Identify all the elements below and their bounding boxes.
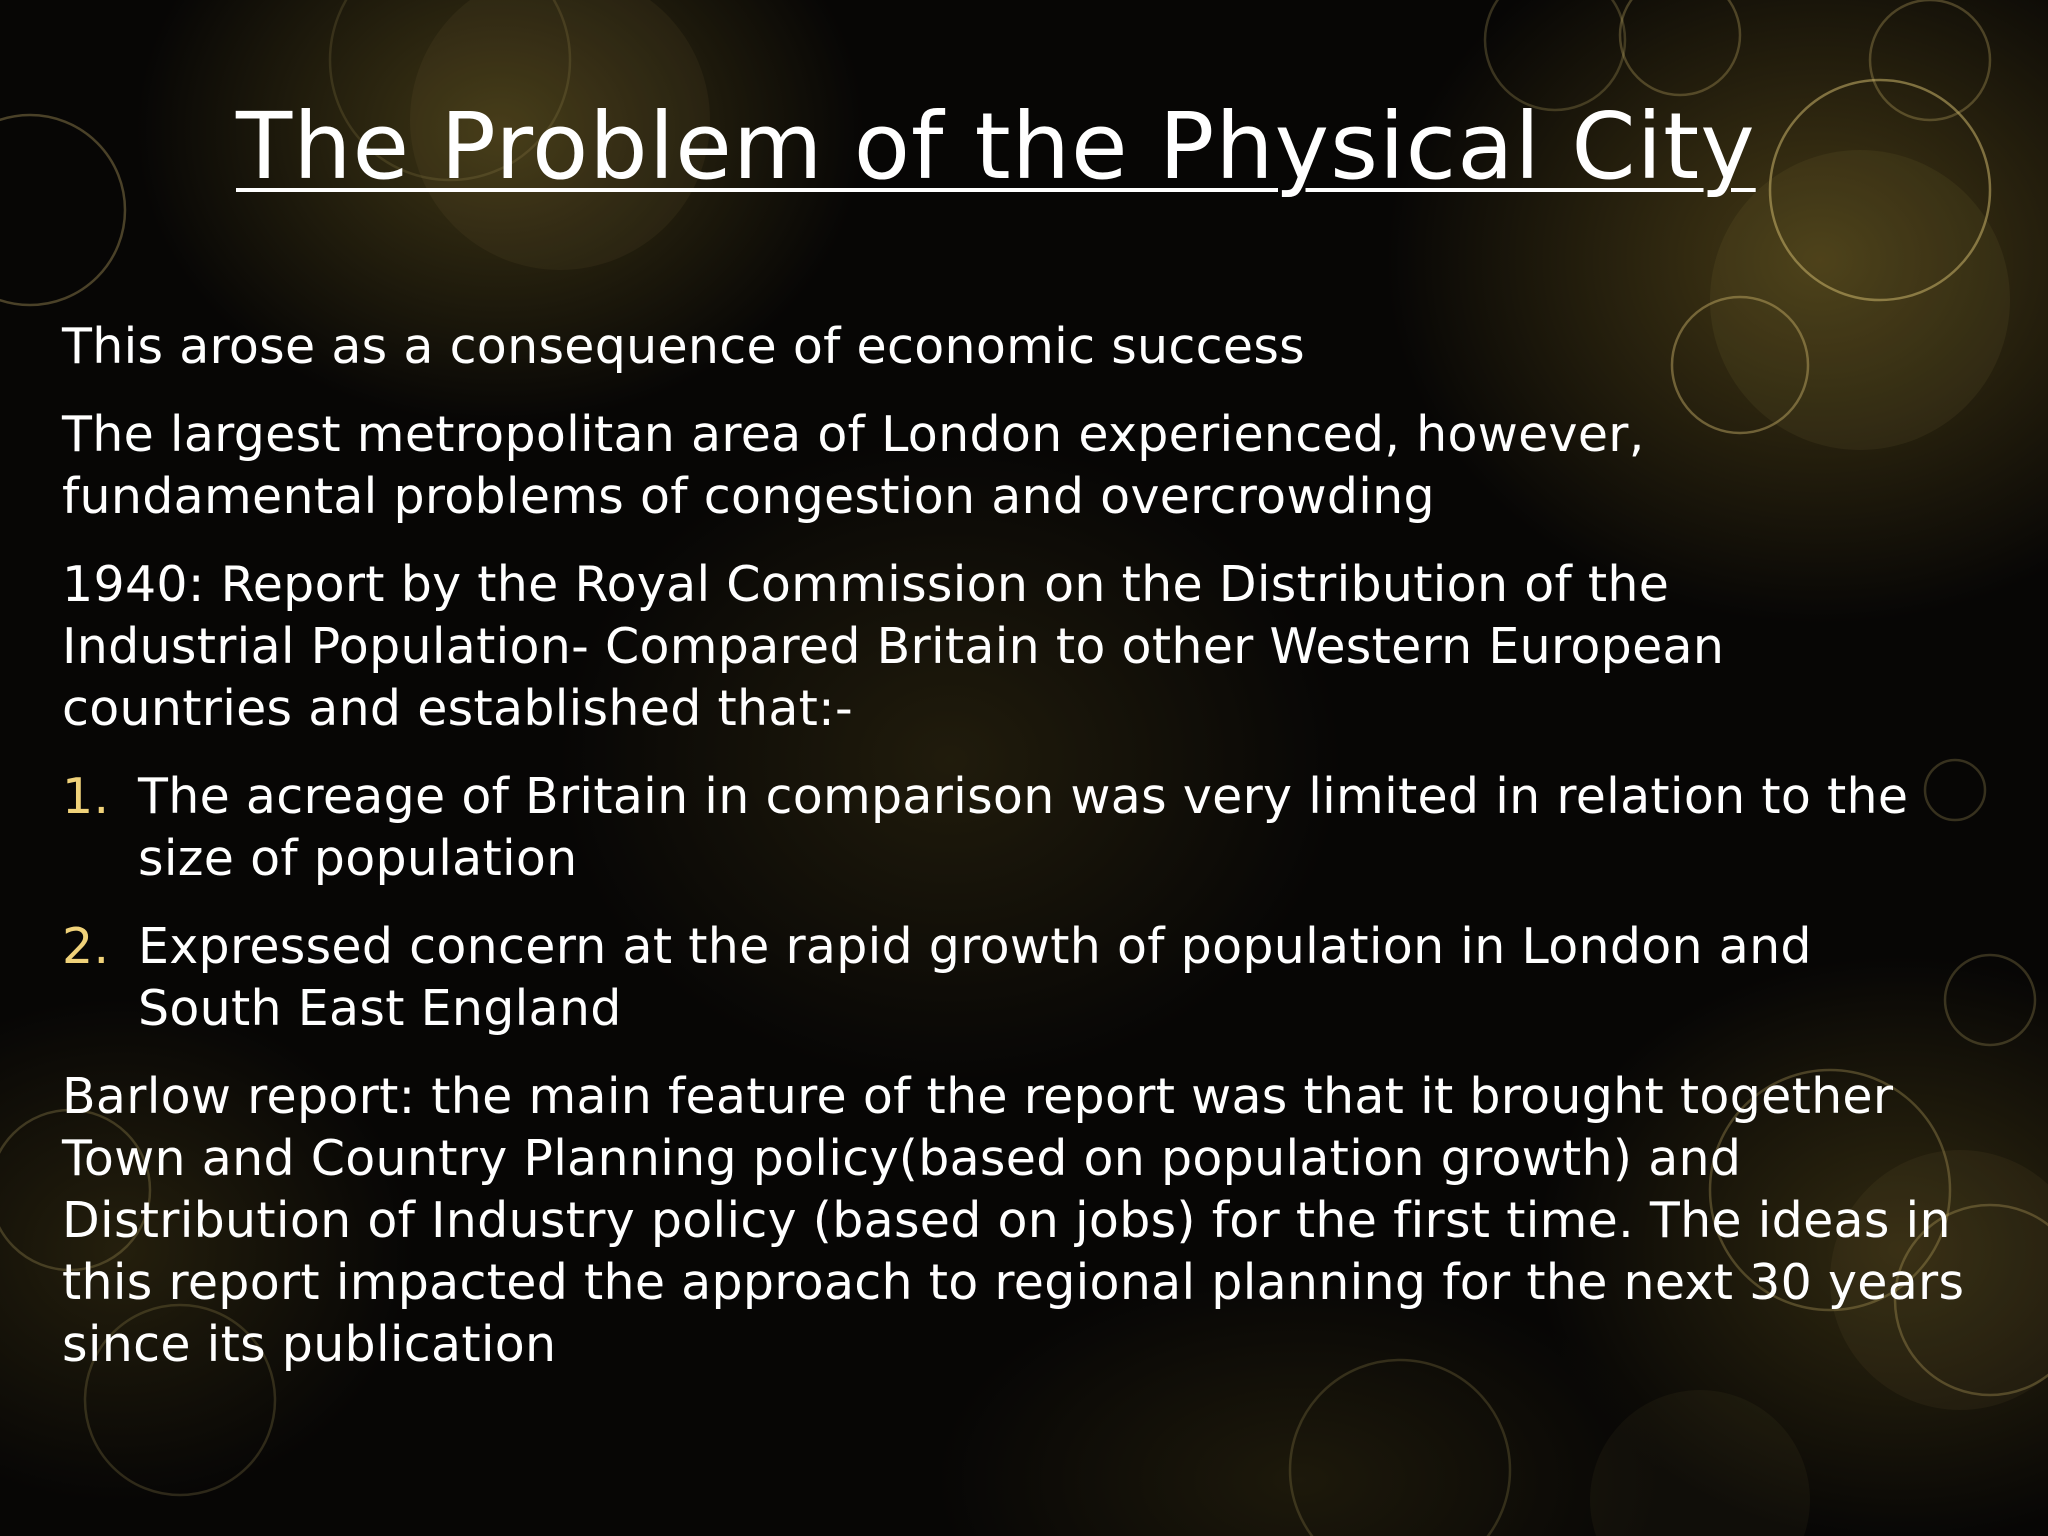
bokeh-ring	[1870, 0, 1990, 120]
slide-body	[62, 316, 1992, 1402]
list-item	[62, 766, 1992, 890]
body-paragraph: The largest metropolitan area of London experienced, however, fundamental problems of congestion and overcrowding	[62, 406, 1645, 525]
bokeh-ring	[0, 115, 125, 305]
body-paragraph: This arose as a consequence of economic success	[62, 318, 1305, 375]
bokeh-dot	[1590, 1390, 1810, 1536]
list-text: The acreage of Britain in comparison was very limited in relation to the size of population	[138, 768, 1909, 887]
numbered-list	[62, 766, 1992, 1040]
bokeh-ring	[1620, 0, 1740, 95]
body-paragraph: Barlow report: the main feature of the report was that it brought together Town and Country Planning policy(based on population growth) and Distribution of Industry policy (based on jobs) for the first time. The ideas in this report impacted the approach to regional planning for the next 30 years since its publication	[62, 1068, 1965, 1373]
list-item	[62, 916, 1938, 1040]
slide-title: The Problem of the Physical City	[236, 93, 1756, 200]
body-paragraph: 1940: Report by the Royal Commission on the Distribution of the Industrial Population- Compared Britain to other Western European countries and established that:-	[62, 556, 1725, 737]
list-number: 2.	[62, 918, 110, 975]
list-number: 1.	[62, 768, 110, 825]
list-text: Expressed concern at the rapid growth of population in London and South East England	[138, 918, 1812, 1037]
